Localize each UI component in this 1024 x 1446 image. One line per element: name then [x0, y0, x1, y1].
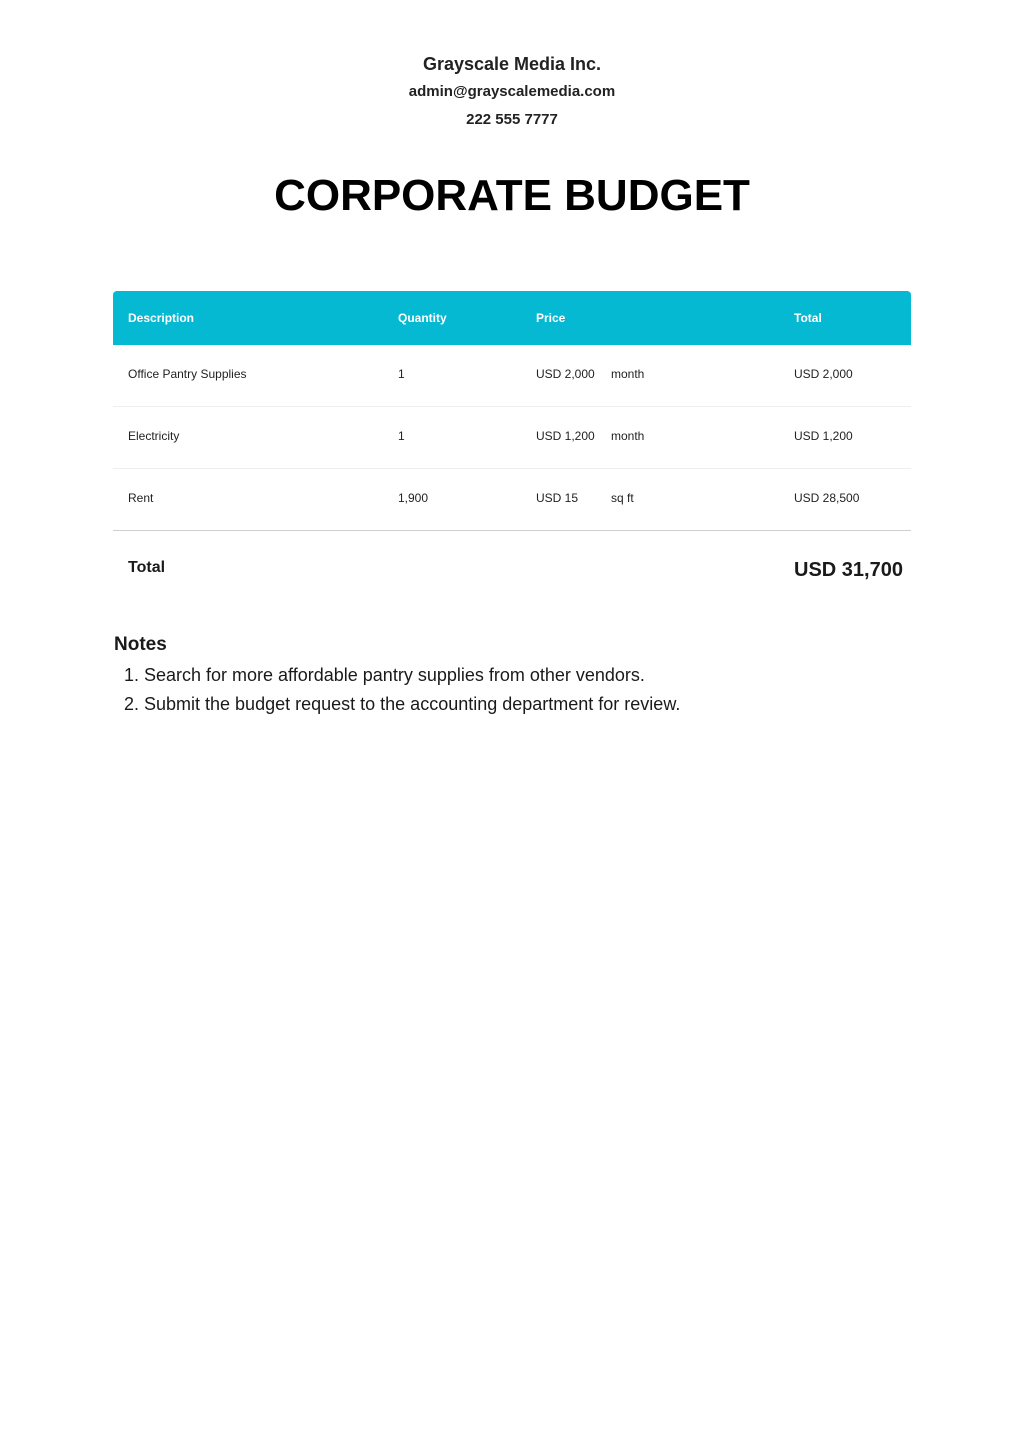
row-unit: sq ft [611, 491, 634, 505]
company-phone: 222 555 7777 [466, 111, 558, 128]
table-row [113, 469, 911, 531]
header-description: Description [128, 311, 195, 325]
table-row [113, 407, 911, 469]
note-item: 2. Submit the budget request to the accounting department for review. [144, 690, 914, 719]
row-description: Office Pantry Supplies [128, 367, 247, 381]
company-info [0, 52, 1024, 131]
row-description: Rent [128, 491, 154, 505]
row-description: Electricity [128, 429, 180, 443]
notes-title: Notes [114, 634, 167, 655]
total-label: Total [128, 559, 166, 576]
row-total: USD 1,200 [794, 429, 853, 443]
table-row [113, 345, 911, 407]
row-total: USD 2,000 [794, 367, 853, 381]
company-email[interactable]: admin@grayscalemedia.com [408, 83, 616, 100]
document-title: CORPORATE BUDGET [274, 171, 750, 220]
note-item: 1. Search for more affordable pantry supplies from other vendors. [144, 661, 914, 690]
company-name: Grayscale Media Inc. [422, 54, 602, 74]
header-price: Price [536, 311, 566, 325]
row-quantity: 1 [398, 367, 405, 381]
row-unit: month [611, 429, 645, 443]
row-quantity: 1 [398, 429, 405, 443]
row-unit: month [611, 367, 645, 381]
row-total: USD 28,500 [794, 491, 860, 505]
row-price: USD 2,000 [536, 367, 595, 381]
row-price: USD 1,200 [536, 429, 595, 443]
row-price: USD 15 [536, 491, 579, 505]
header-quantity: Quantity [398, 311, 447, 325]
total-row [113, 531, 911, 611]
notes-list [114, 661, 914, 719]
notes-section [114, 632, 914, 719]
row-quantity: 1,900 [398, 491, 429, 505]
budget-table [113, 291, 911, 611]
total-value: USD 31,700 [794, 559, 903, 581]
table-header [113, 291, 911, 345]
header-total: Total [794, 311, 822, 325]
